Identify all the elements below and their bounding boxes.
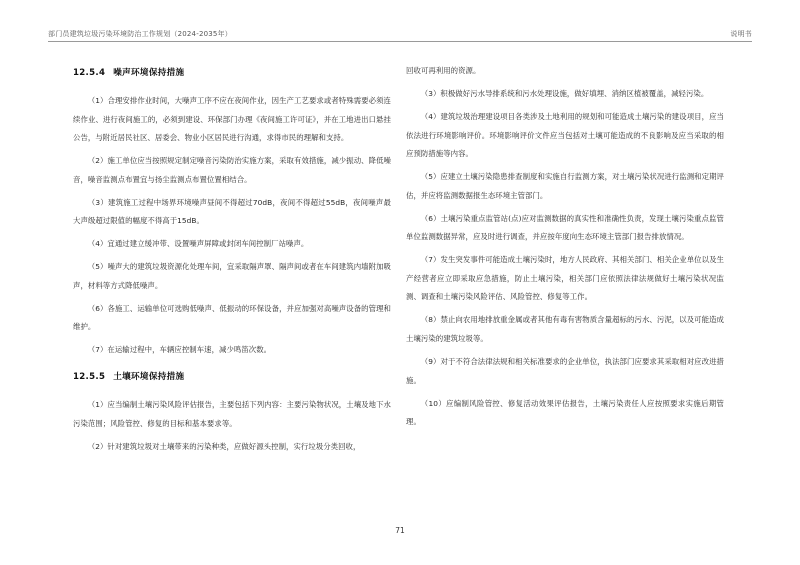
paragraph: （6）土壤污染重点监管站(点)应对监测数据的真实性和准确性负责，发现土壤污染重点监管单位监测数据异常，应及时进行调查，并应按年度向生态环境主管部门报告排放情况。 [406, 213, 724, 242]
paragraph: （10）应编制风险管控、修复活动效果评估报告，土壤污染责任人应按照要求实施后期管理。 [406, 398, 724, 427]
page-number: 71 [395, 526, 405, 535]
paragraph: （9）对于不符合法律法规和相关标准要求的企业单位，执法部门应要求其采取相对应改进措施。 [406, 357, 724, 385]
paragraph: （3）积极做好污水导排系统和污水处理设施，做好填埋、消纳区植被覆盖，减轻污染。 [420, 88, 709, 98]
paragraph: （4）建筑垃圾治理建设项目各类涉及土地利用的规划和可能造成土壤污染的建设项目，应当依法进行环境影响评价。环境影响评价文件应当包括对土壤可能造成的不良影响及应当采取的相应预防措施等内容。 [406, 111, 724, 159]
section-title: 噪声环境保持措施 [113, 68, 185, 78]
paragraph: （5）应建立土壤污染隐患排查制度和实施自行监测方案，对土壤污染状况进行监测和定期评估，并应将监测数据报生态环境主管部门。 [406, 172, 724, 200]
section-heading-soil [73, 370, 391, 382]
document-header-label: 说明书 [730, 30, 752, 38]
paragraph: （7）发生突发事件可能造成土壤污染时，地方人民政府、其相关部门、相关企业单位以及生产经营者应立即采取应急措施，防止土壤污染，相关部门应依照法律法规做好土壤污染状况监测、调查和土壤污染风险评估、风险管控、修复等工作。 [406, 255, 724, 302]
section-title: 土壤环境保持措施 [113, 372, 185, 383]
paragraph: （1）应当编制土壤污染风险评估报告，主要包括下列内容：主要污染物状况，土壤及地下水污染范围；风险管控、修复的目标和基本要求等。 [73, 400, 391, 428]
paragraph: （4）宜通过建立缓冲带、设置噪声屏障或封闭车间控制厂站噪声。 [87, 239, 309, 249]
document-header-title: 部门员建筑垃圾污染环境防治工作规划（2024-2035年） [48, 30, 232, 38]
paragraph: （3）建筑施工过程中场界环境噪声昼间不得超过70dB，夜间不得超过55dB，夜间噪声最大声级超过限值的幅度不得高于15dB。 [73, 197, 391, 226]
left-column [73, 58, 391, 461]
paragraph-continuation: 回收可再利用的资源。 [406, 66, 481, 75]
right-column [406, 62, 724, 436]
section-number: 12.5.4 [73, 68, 106, 78]
paragraph: （8）禁止向农用地排放重金属或者其他有毒有害物质含量超标的污水、污泥，以及可能造成土壤污染的建筑垃圾等。 [406, 315, 724, 344]
paragraph: （5）噪声大的建筑垃圾资源化处理车间，宜采取隔声罩、隔声间或者在车间建筑内墙附加吸声，材料等方式降低噪声。 [73, 262, 391, 290]
paragraph: （1）合理安排作业时间，大噪声工序不应在夜间作业，因生产工艺要求或者特殊需要必须连续作业、进行夜间施工的，必须到建设、环保部门办理《夜间施工许可证》，并在工地进出口悬挂公告，与附近居民社区、居委会、物业小区居民进行沟通，求得市民的理解和支持。 [73, 96, 391, 143]
paragraph: （7）在运输过程中，车辆应控制车速，减少鸣笛次数。 [87, 345, 272, 355]
header-rule [48, 41, 752, 42]
paragraph: （2）施工单位应当按照规定制定噪音污染防治实施方案，采取有效措施，减少振动、降低噪音，噪音监测点布置宜与扬尘监测点布置位置相结合。 [73, 156, 391, 184]
section-number: 12.5.5 [73, 372, 106, 383]
paragraph: （2）针对建筑垃圾对土壤带来的污染种类，应做好源头控制，实行垃圾分类回收， [87, 441, 361, 451]
section-heading-noise [73, 66, 391, 78]
paragraph: （6）各施工、运输单位可选购低噪声、低振动的环保设备，并应加强对高噪声设备的管理和维护。 [73, 303, 391, 332]
